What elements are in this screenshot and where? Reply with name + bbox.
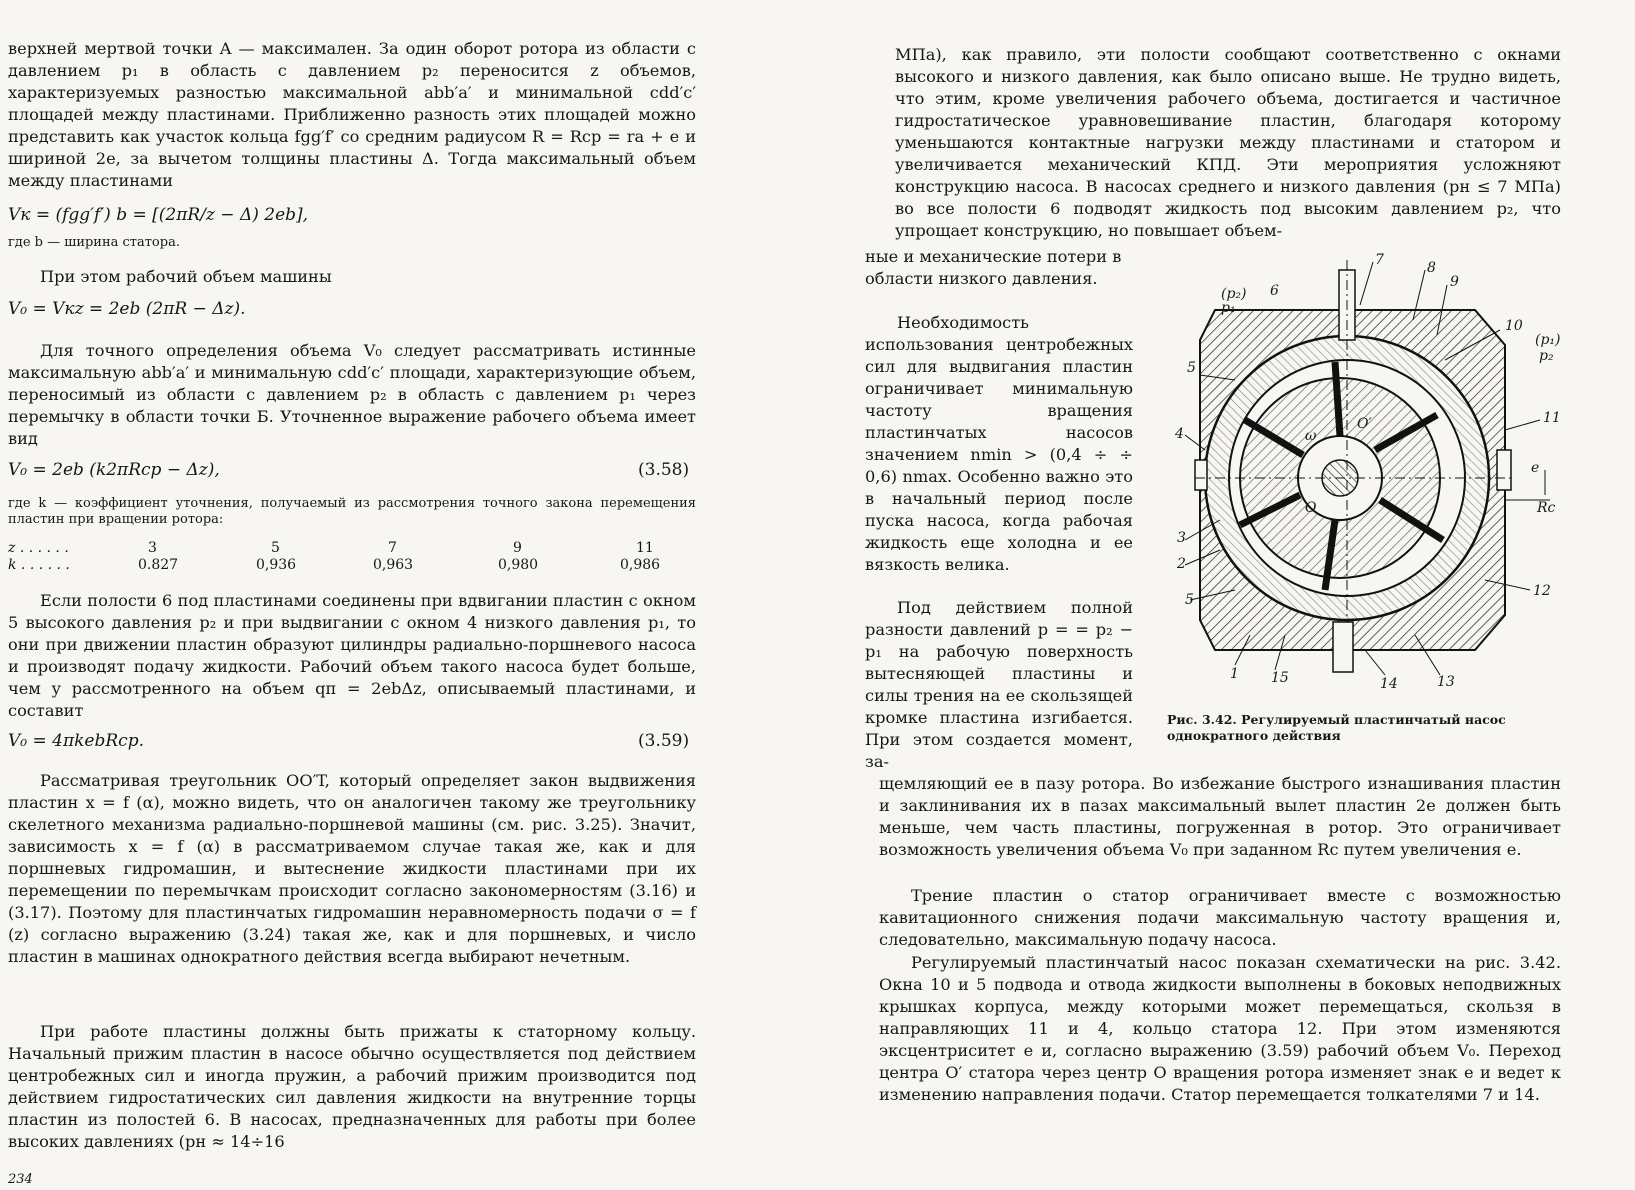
table-cell: 9 — [513, 540, 522, 556]
figure-label: 5 — [1185, 592, 1194, 608]
table-cell: 11 — [636, 540, 654, 556]
table-cell: 0,936 — [256, 557, 297, 573]
note-b-width: где b — ширина статора. — [8, 235, 180, 250]
figure-label: 8 — [1427, 260, 1436, 276]
figure-label: e — [1531, 460, 1540, 476]
figure-caption: Рис. 3.42. Регулируемый пластинчатый насос однократного действия — [1167, 712, 1506, 743]
note-k-coefficient: где k — коэффициент уточнения, получаемый из рассмотрения точного закона перемещения пластин при вращении ротора: — [8, 496, 696, 527]
formula-3-58: V₀ = 2eb (k2πRср − Δz), — [8, 460, 220, 480]
left-paragraph-1: верхней мертвой точки A — максимален. За один оборот ротора из области с давлением p₁ в область с давлением p₂ переносится z объемов, характеризуемых разностью максимальной abb′a′ и минимальной cdd′c′ площадей между пластинами. Приближенно разность этих площадей можно представить как участок кольца fgg′f′ со средним радиусом R = Rср = rа + e и шириной 2e, за вычетом толщины пластины Δ. Тогда максимальный объем между пластинами — [8, 39, 696, 190]
right-paragraph-2: щемляющий ее в пазу ротора. Во избежание быстрого изнашивания пластин и заклинивания их в пазах максимальный вылет пластин 2e должен быть меньше, чем часть пластины, погруженная в ротор. Это ограничивает возможность увеличения объема V₀ при заданном Rс путем увеличения e. — [879, 774, 1561, 859]
formula-3-59: V₀ = 4πkebRср. — [8, 731, 144, 751]
left-paragraph-2: При этом рабочий объем машины — [40, 267, 332, 286]
equation-number-3-59: (3.59) — [638, 731, 690, 751]
table-label-z: z . . . . . . — [8, 540, 69, 556]
figure-label: p₂ — [1539, 348, 1554, 364]
right-page — [865, 0, 1635, 1190]
figure-label: 14 — [1380, 676, 1398, 692]
table-cell: 0,986 — [620, 557, 661, 573]
figure-3-42 — [1175, 250, 1565, 690]
table-cell: 5 — [271, 540, 280, 556]
formula-vk: Vк = (fgg′f′) b = [(2πR/z − Δ) 2eb], — [8, 205, 309, 225]
table-cell: 0,980 — [498, 557, 539, 573]
right-paragraph-1: МПа), как правило, эти полости сообщают соответственно с окнами высокого и низкого давления, как было описано выше. Не трудно видеть, что этим, кроме увеличения рабочего объема, достигается и частичное гидростатическое уравновешивание пластин, благодаря которому уменьшаются контактные нагрузки между пластинами и статором и увеличивается механический КПД. Эти мероприятия усложняют конструкцию насоса. В насосах среднего и низкого давления (pн ≤ 7 МПа) во все полости 6 подводят жидкость под высоким давлением p₂, что упрощает конструкцию, но повышает объем- — [895, 45, 1561, 240]
right-paragraph-3: Трение пластин о статор ограничивает вместе с возможностью кавитационного снижения подачи максимальную частоту вращения и, следовательно, максимальную подачу насоса. — [879, 886, 1561, 949]
table-cell: 0.827 — [138, 557, 179, 573]
table-label-k: k . . . . . . — [8, 557, 70, 573]
page-number: 234 — [8, 1172, 33, 1187]
pump-diagram — [1175, 250, 1565, 690]
figure-label: 1 — [1230, 666, 1239, 682]
left-page — [0, 0, 730, 1190]
right-wrap-text-1: ные и механические потери в области низкого давления. — [865, 247, 1122, 288]
figure-label: p₁ — [1221, 300, 1236, 316]
figure-label: 13 — [1437, 674, 1455, 690]
right-wrap-text-2: Необходимость использования центробежных сил для выдвигания пластин ограничивает минимальную частоту вращения пластинчатых насосов значением nmin > (0,4 ÷ ÷ 0,6) nmax. Особенно важно это в начальный период после пуска насоса, когда рабочая жидкость еще холодна и ее вязкость велика. — [865, 313, 1133, 574]
left-paragraph-4: Если полости 6 под пластинами соединены при вдвигании пластин с окном 5 высокого давления p₂ и при выдвигании с окном 4 низкого давления p₁, то они при движении пластин образуют цилиндры радиально-поршневого насоса и производят подачу жидкости. Рабочий объем такого насоса будет больше, чем у рассмотренного на объем qп = 2ebΔz, описываемый пластинами, и составит — [8, 591, 696, 720]
figure-label: 5 — [1187, 360, 1196, 376]
table-row-k — [8, 557, 698, 575]
figure-label: ω — [1305, 428, 1317, 444]
left-paragraph-3: Для точного определения объема V₀ следует рассматривать истинные максимальную abb′a′ и минимальную cdd′c′ площади, характеризующие объем, переносимый из области с давлением p₂ в область с давлением p₁ через перемычку в области точки Б. Уточненное выражение рабочего объема имеет вид — [8, 341, 696, 448]
figure-label: 10 — [1505, 318, 1523, 334]
figure-label: 6 — [1270, 283, 1279, 299]
table-row-z — [8, 540, 698, 558]
figure-label: 7 — [1375, 252, 1384, 268]
right-paragraph-4: Регулируемый пластинчатый насос показан схематически на рис. 3.42. Окна 10 и 5 подвода и отвода жидкости выполнены в боковых неподвижных крышках корпуса, между которыми может перемещаться, скользя в направляющих 11 и 4, кольцо статора 12. При этом изменяются эксцентриситет e и, согласно выражению (3.59) рабочий объем V₀. Переход центра O′ статора через центр O вращения ротора изменяет знак e и ведет к изменению направления подачи. Статор перемещается толкателями 7 и 14. — [879, 953, 1561, 1104]
figure-label: 4 — [1175, 426, 1184, 442]
figure-label: (p₂) — [1221, 286, 1247, 302]
figure-label: (p₁) — [1535, 332, 1561, 348]
figure-label: 3 — [1177, 530, 1186, 546]
figure-label: 12 — [1533, 583, 1551, 599]
equation-number-3-58: (3.58) — [638, 460, 690, 480]
table-cell: 3 — [148, 540, 157, 556]
figure-label: 9 — [1450, 274, 1459, 290]
formula-v0: V₀ = Vкz = 2eb (2πR − Δz). — [8, 299, 246, 319]
figure-label: O — [1305, 500, 1317, 516]
figure-label: 15 — [1271, 670, 1289, 686]
right-wrap-text-3: Под действием полной разности давлений p = = p₂ − p₁ на рабочую поверхность вытесняющей пластины и силы трения на ее скользящей кромке пластина изгибается. При этом создается момент, за- — [865, 598, 1133, 771]
table-cell: 7 — [388, 540, 397, 556]
table-cell: 0,963 — [373, 557, 414, 573]
left-paragraph-5: Рассматривая треугольник OO′T, который определяет закон выдвижения пластин x = f (α), можно видеть, что он аналогичен такому же треугольнику скелетного механизма радиально-поршневой машины (см. рис. 3.25). Значит, зависимость x = f (α) в рассматриваемом случае такая же, как и для поршневых гидромашин, и вытеснение жидкости пластинами при их перемещении по перемычкам происходит согласно закономерностям (3.16) и (3.17). Поэтому для пластинчатых гидромашин неравномерность подачи σ = f (z) согласно выражению (3.24) такая же, как и для поршневых, и число пластин в машинах однократного действия всегда выбирают нечетным. — [8, 771, 696, 966]
figure-label: Rс — [1537, 500, 1556, 516]
left-paragraph-6: При работе пластины должны быть прижаты к статорному кольцу. Начальный прижим пластин в насосе обычно осуществляется под действием центробежных сил и иногда пружин, а рабочий прижим производится под действием гидростатических сил давления жидкости на внутренние торцы пластин из полостей 6. В насосах, предназначенных для работы при более высоких давлениях (pн ≈ 14÷16 — [8, 1022, 696, 1151]
figure-label: O′ — [1357, 416, 1372, 432]
figure-label: 11 — [1543, 410, 1561, 426]
figure-label: 2 — [1177, 556, 1186, 572]
